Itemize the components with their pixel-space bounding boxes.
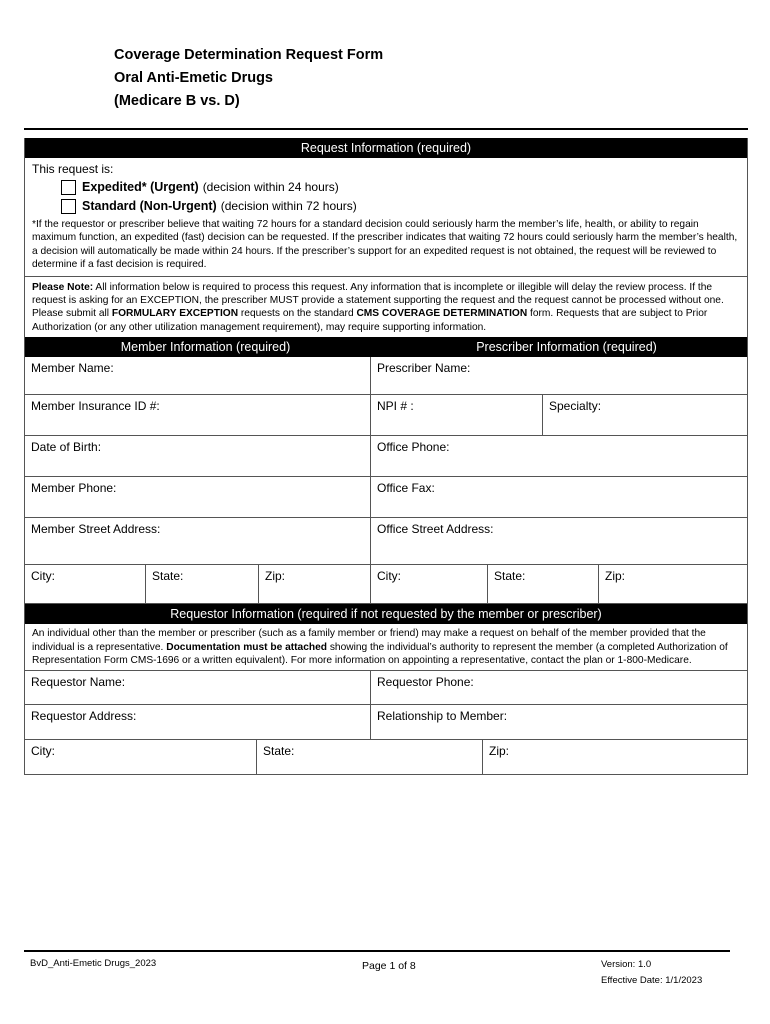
please-note-section — [25, 277, 747, 338]
cms-coverage-text: CMS COVERAGE DETERMINATION — [356, 308, 528, 320]
member-insurance-id-field[interactable]: Member Insurance ID #: — [25, 395, 371, 435]
version-info — [601, 957, 702, 989]
office-phone-field[interactable]: Office Phone: — [377, 440, 450, 455]
dob-row — [25, 436, 747, 477]
member-phone-field[interactable]: Member Phone: — [25, 477, 371, 517]
date-of-birth-field[interactable]: Date of Birth: — [25, 436, 371, 476]
requestor-name-field[interactable]: Requestor Name: — [25, 671, 371, 704]
member-name-field[interactable]: Member Name: — [25, 357, 371, 394]
npi-field[interactable]: NPI # : — [371, 395, 543, 435]
documentation-required-text: Documentation must be attached — [166, 641, 327, 653]
office-street-address-field[interactable]: Office Street Address: — [377, 522, 494, 537]
form-title-line-1: Coverage Determination Request Form — [114, 47, 384, 63]
id-row — [25, 395, 747, 436]
effective-date: Effective Date: 1/1/2023 — [601, 975, 703, 986]
formulary-exception-text: FORMULARY EXCEPTION — [111, 308, 239, 320]
member-prescriber-header — [25, 337, 747, 357]
expedited-checkbox[interactable] — [61, 180, 76, 195]
relationship-to-member-field[interactable]: Relationship to Member: — [377, 709, 508, 724]
please-note-text-3: form. Requests that are subject to Prior Authorization (or any other utilization management requirement), may require supporting information. — [32, 308, 708, 333]
requestor-city-row — [25, 740, 747, 774]
requestor-address-row — [25, 705, 747, 740]
member-info-header: Member Information (required) — [120, 340, 291, 355]
requestor-name-row — [25, 671, 747, 705]
office-city-field[interactable]: City: — [371, 565, 488, 603]
prescriber-name-field[interactable]: Prescriber Name: — [377, 361, 471, 376]
expedited-label: Expedited* (Urgent) — [82, 180, 199, 194]
office-fax-field[interactable]: Office Fax: — [377, 481, 435, 496]
expedited-note: (decision within 24 hours) — [202, 180, 339, 194]
document-id: BvD_Anti-Emetic Drugs_2023 — [30, 958, 157, 969]
form-title-line-3: (Medicare B vs. D) — [114, 93, 240, 109]
version-label: Version: 1.0 — [601, 959, 652, 970]
member-zip-field[interactable]: Zip: — [259, 565, 371, 603]
standard-option[interactable] — [61, 197, 740, 216]
standard-label: Standard (Non-Urgent) — [82, 199, 217, 213]
title-divider — [24, 128, 748, 130]
requestor-zip-field[interactable]: Zip: — [489, 744, 510, 759]
requestor-description — [25, 624, 747, 671]
member-city-field[interactable]: City: — [25, 565, 146, 603]
phone-row — [25, 477, 747, 518]
requestor-text-1: An individual other than the member or prescriber (such as a family member or friend) may make a request on behalf of the member provided that the individual is a representative. — [32, 628, 706, 653]
requestor-text-2: showing the individual’s authority to represent the member (a completed Authorization of Representation Form CMS-1696 or a written equivalent). For more information on appointing a representative, contact the plan or 1-800-Medicare. — [32, 641, 728, 667]
prescriber-info-header: Prescriber Information (required) — [476, 340, 657, 355]
form-title — [114, 44, 383, 113]
requestor-phone-field[interactable]: Requestor Phone: — [377, 675, 474, 690]
please-note-label: Please Note: — [32, 281, 94, 293]
request-info-header: Request Information (required) — [25, 138, 747, 158]
request-type-label: This request is: — [32, 162, 114, 176]
requestor-info-header: Requestor Information (required if not requested by the member or prescriber) — [25, 604, 747, 624]
standard-note: (decision within 72 hours) — [220, 199, 357, 213]
page-number: Page 1 of 8 — [362, 960, 416, 972]
standard-checkbox[interactable] — [61, 199, 76, 214]
please-note-text-1: All information below is required to process this request. Any information that is incomplete or illegible will delay the review process. If the request is asking for an EXCEPTION, the prescriber MUST provide a statement supporting the request and the request cannot be processed without one. Please submit all — [32, 281, 724, 320]
member-state-field[interactable]: State: — [146, 565, 259, 603]
address-row — [25, 518, 747, 565]
requestor-state-field[interactable]: State: — [257, 740, 483, 774]
expedited-option[interactable] — [61, 178, 740, 197]
request-info-section — [25, 158, 747, 277]
office-state-field[interactable]: State: — [488, 565, 599, 603]
coverage-form — [24, 138, 748, 775]
expedited-footnote: *If the requestor or prescriber believe that waiting 72 hours for a standard decision could seriously harm the member’s life, health, or ability to regain maximum function, an expedited (fast) decision can be requested. If the prescriber indicates that waiting 72 hours could seriously harm the member’s health, a decision will automatically be made within 24 hours. If the prescriber’s support for an expedited request is not obtained, the request will be reviewed to determine if a fast decision is required. — [32, 219, 738, 271]
specialty-field[interactable]: Specialty: — [549, 399, 602, 414]
name-row — [25, 357, 747, 395]
requestor-city-field[interactable]: City: — [25, 740, 257, 774]
member-street-address-field[interactable]: Member Street Address: — [25, 518, 371, 564]
form-title-line-2: Oral Anti-Emetic Drugs — [114, 70, 273, 86]
please-note-text-2: requests on the standard — [238, 308, 357, 320]
city-state-zip-row — [25, 565, 747, 604]
requestor-address-field[interactable]: Requestor Address: — [25, 705, 371, 739]
office-zip-field[interactable]: Zip: — [605, 569, 626, 584]
footer-divider — [24, 950, 730, 952]
